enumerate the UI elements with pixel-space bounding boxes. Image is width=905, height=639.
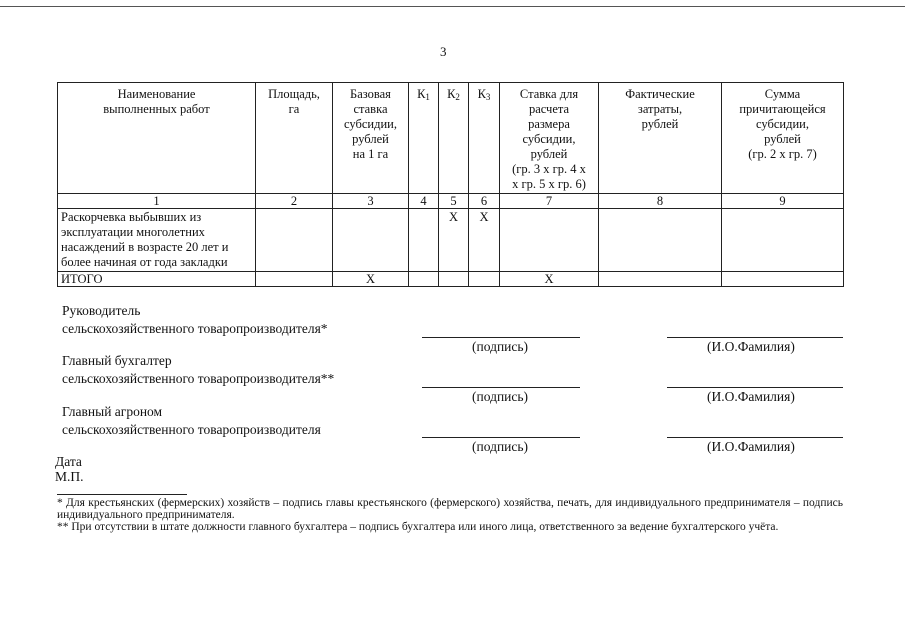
signature-caption: (подпись) (472, 439, 529, 454)
total-calc-rate-cell: Х (500, 272, 599, 287)
total-actual-costs-cell (599, 272, 722, 287)
column-number: 1 (58, 194, 256, 209)
table-header-row (58, 83, 844, 194)
header-k3-subscript: 3 (485, 92, 491, 102)
header-k2 (439, 83, 469, 194)
header-area: Площадь, га (256, 83, 333, 194)
total-k2-cell (439, 272, 469, 287)
base-rate-cell (333, 209, 409, 272)
header-k1-letter: К (417, 87, 426, 101)
header-k2-subscript: 2 (455, 92, 460, 102)
header-work-name: Наименование выполненных работ (58, 83, 256, 194)
top-border-line (0, 6, 905, 7)
total-area-cell (256, 272, 333, 287)
total-row (58, 272, 844, 287)
header-k3 (469, 83, 500, 194)
column-number: 5 (439, 194, 469, 209)
header-subsidy-sum: Сумма причитающейся субсидии, рублей (гр. 2 х гр. 7) (722, 83, 844, 194)
header-k2-letter: К (447, 87, 456, 101)
column-number: 6 (469, 194, 500, 209)
column-number: 7 (500, 194, 599, 209)
column-number: 8 (599, 194, 722, 209)
k2-cell: Х (439, 209, 469, 272)
stamp-label: М.П. (55, 469, 84, 484)
column-number: 4 (409, 194, 439, 209)
name-caption: (И.О.Фамилия) (707, 439, 795, 454)
name-line-accountant (667, 387, 843, 388)
column-number: 9 (722, 194, 844, 209)
signature-title-agronomist: Главный агроном сельскохозяйственного товаропроизводителя (62, 404, 321, 437)
total-label: ИТОГО (58, 272, 256, 287)
total-base-rate-cell: Х (333, 272, 409, 287)
header-calc-rate: Ставка для расчета размера субсидии, рублей (гр. 3 х гр. 4 х х гр. 5 х гр. 6) (500, 83, 599, 194)
k3-cell: Х (469, 209, 500, 272)
name-caption: (И.О.Фамилия) (707, 339, 795, 354)
table-row (58, 209, 844, 272)
header-actual-costs: Фактические затраты, рублей (599, 83, 722, 194)
work-name-cell: Раскорчевка выбывших из эксплуатации многолетних насаждений в возрасте 20 лет и более начиная от года закладки (58, 209, 256, 272)
column-number-row (58, 194, 844, 209)
column-number: 2 (256, 194, 333, 209)
name-caption: (И.О.Фамилия) (707, 389, 795, 404)
actual-costs-cell (599, 209, 722, 272)
footnote-divider (57, 494, 187, 495)
header-k1-subscript: 1 (425, 92, 430, 102)
header-base-rate: Базовая ставка субсидии, рублей на 1 га (333, 83, 409, 194)
column-number: 3 (333, 194, 409, 209)
footnote-2: ** При отсутствии в штате должности главного бухгалтера – подпись бухгалтера или иного лица, ответственного за ведение бухгалтерского учёта. (57, 521, 779, 533)
header-k1 (409, 83, 439, 194)
signature-line-accountant (422, 387, 580, 388)
signature-line-head (422, 337, 580, 338)
k1-cell (409, 209, 439, 272)
signature-title-head: Руководитель сельскохозяйственного товаропроизводителя* (62, 303, 328, 336)
subsidy-sum-cell (722, 209, 844, 272)
signature-line-agronomist (422, 437, 580, 438)
subsidy-calculation-table (57, 82, 844, 287)
total-subsidy-sum-cell (722, 272, 844, 287)
signature-title-accountant: Главный бухгалтер сельскохозяйственного товаропроизводителя** (62, 353, 335, 386)
total-k1-cell (409, 272, 439, 287)
footnote-1: * Для крестьянских (фермерских) хозяйств – подпись главы крестьянского (фермерского) хозяйства, печать, для индивидуального предпринимателя – подпись индивидуального предпринимателя. (57, 497, 843, 521)
signature-caption: (подпись) (472, 389, 529, 404)
signature-caption: (подпись) (472, 339, 529, 354)
name-line-head (667, 337, 843, 338)
total-k3-cell (469, 272, 500, 287)
page-number: 3 (440, 44, 447, 59)
header-k3-letter: К (477, 87, 486, 101)
date-label: Дата (55, 454, 82, 469)
area-cell (256, 209, 333, 272)
calc-rate-cell (500, 209, 599, 272)
name-line-agronomist (667, 437, 843, 438)
